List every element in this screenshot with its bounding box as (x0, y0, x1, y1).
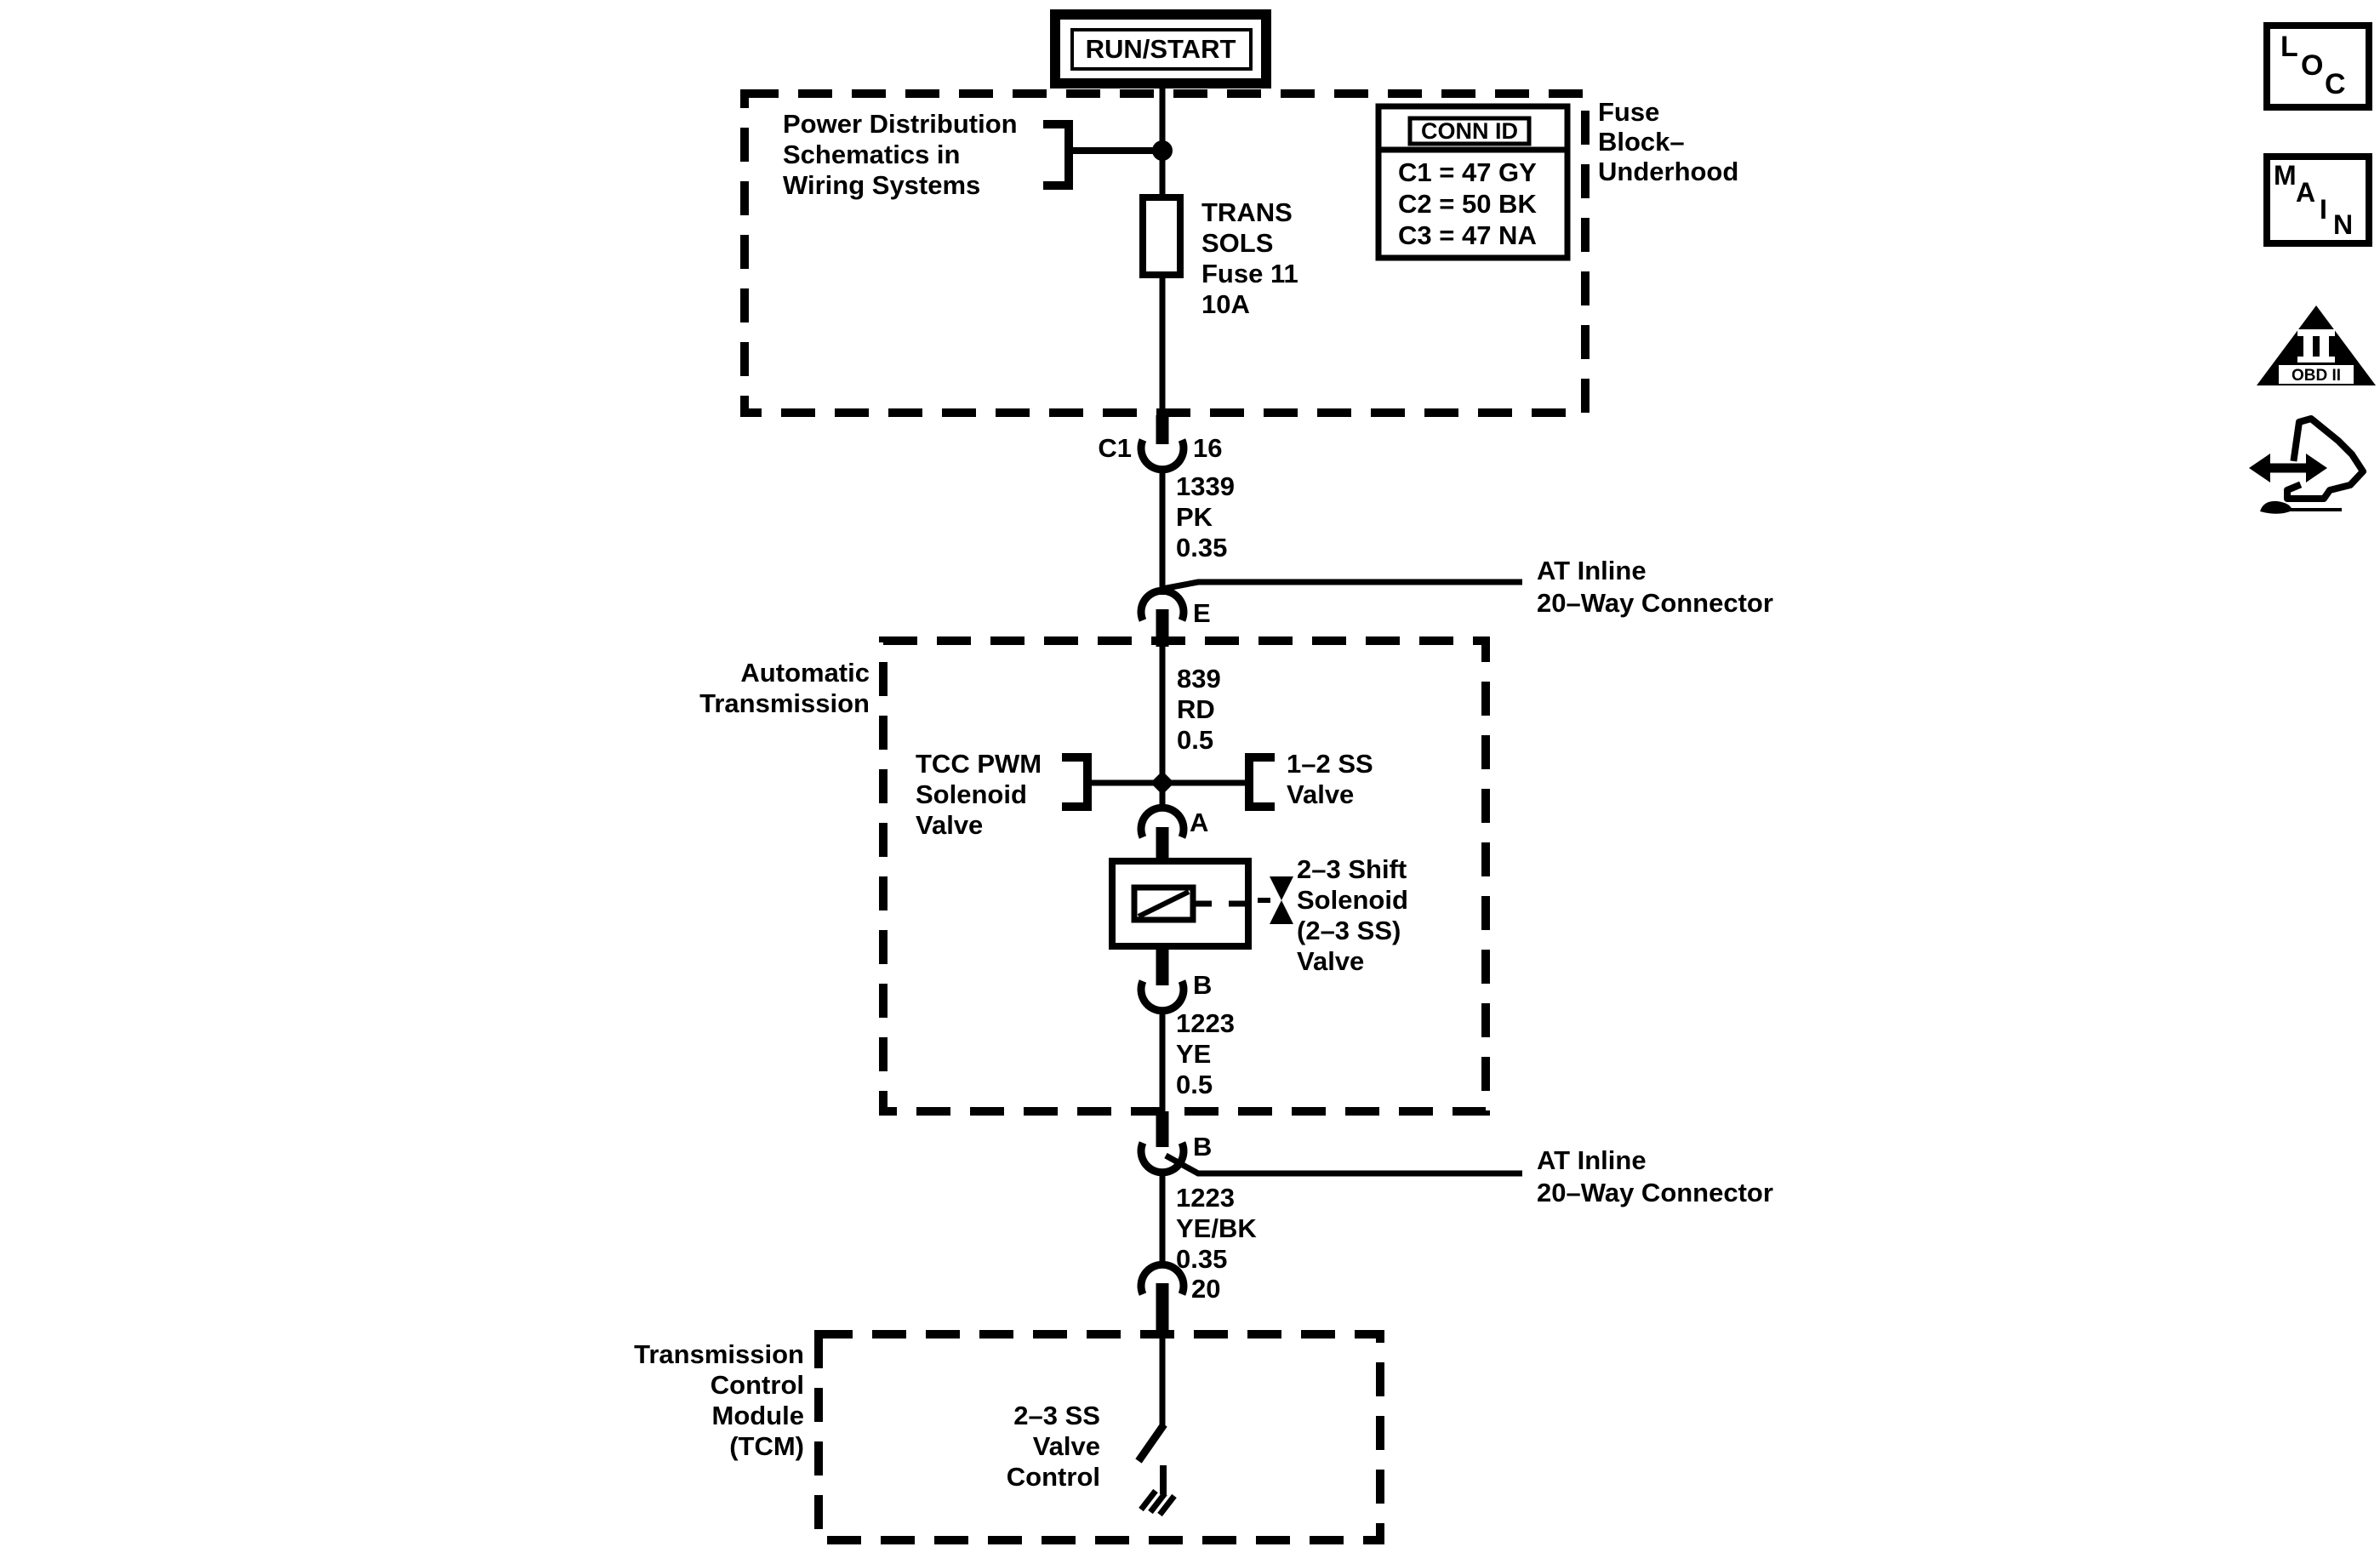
obd2-pillar-top (2297, 329, 2335, 336)
power-ref-note (783, 109, 1018, 201)
wire-color: RD (1177, 694, 1215, 724)
wrench-head (2260, 501, 2292, 514)
conn-id-row: C1 = 47 GY (1398, 157, 1537, 187)
wire-label-1339 (1176, 471, 1235, 563)
tcm-name-line: Control (710, 1370, 804, 1400)
wire-label-1223-ye (1176, 1008, 1235, 1100)
main-letter: A (2296, 177, 2316, 208)
double-arrow-left-head (2249, 454, 2270, 482)
main-letter: I (2320, 194, 2327, 225)
inline-b-name (1537, 1144, 1773, 1209)
fuse-label-line: TRANS (1201, 197, 1293, 227)
inline-b-name-line: 20–Way Connector (1537, 1178, 1773, 1207)
shift-solenoid-line: (2–3 SS) (1297, 916, 1401, 945)
main-letter: M (2274, 160, 2297, 191)
tcm-control-line: Control (1006, 1462, 1100, 1492)
loc-letter: L (2280, 31, 2298, 63)
hand-outline (2287, 419, 2363, 499)
inline-b-leader-line (1166, 1156, 1522, 1173)
wire-gauge: 0.5 (1177, 725, 1214, 755)
at-box-name-line: Transmission (699, 688, 870, 718)
conn-id-row: C2 = 50 BK (1398, 189, 1537, 219)
at-box-name-line: Automatic (740, 658, 870, 688)
fuse-symbol (1143, 197, 1180, 275)
ss12-valve-label (1287, 749, 1373, 810)
inline-b-name-line: AT Inline (1537, 1145, 1647, 1175)
ss12-valve-line: 1–2 SS (1287, 749, 1373, 779)
wire-circuit: 1223 (1176, 1008, 1235, 1038)
ss12-bracket (1249, 757, 1275, 807)
power-ref-note-line: Schematics in (783, 140, 961, 169)
obd2-label: OBD II (2291, 367, 2342, 385)
conn-id-rows (1398, 157, 1537, 251)
double-arrow-right-head (2306, 454, 2327, 482)
wire-color: PK (1176, 502, 1213, 532)
tcm-name-line: Module (711, 1401, 804, 1430)
junction-dot (1152, 140, 1173, 161)
wire-circuit: 839 (1177, 664, 1221, 694)
wire-gauge: 0.5 (1176, 1070, 1213, 1099)
power-ref-note-line: Power Distribution (783, 109, 1018, 139)
fuse-block-name-line: Underhood (1598, 157, 1739, 186)
connector-20-pin: 20 (1191, 1274, 1221, 1304)
inline-e-name (1537, 555, 1773, 619)
loc-letter: O (2301, 49, 2324, 82)
connector-b2-pin: B (1193, 1132, 1213, 1162)
obd2-pillar-col (2303, 336, 2313, 357)
loc-icon (2263, 22, 2372, 111)
power-ref-note-line: Wiring Systems (783, 170, 981, 200)
connector-c1-symbol (1141, 440, 1184, 470)
shift-solenoid-line: 2–3 Shift (1297, 854, 1407, 884)
tcm-name-line: (TCM) (729, 1431, 804, 1461)
fuse-block-name (1598, 97, 1738, 186)
fuse-label-line: 10A (1201, 289, 1250, 319)
connector-a-pin: A (1190, 808, 1209, 837)
main-letter: N (2333, 209, 2354, 240)
obd2-pillar-col (2320, 336, 2329, 357)
obd2-pillar-base (2297, 357, 2335, 362)
shift-solenoid-line: Valve (1297, 946, 1365, 976)
inline-e-name-line: 20–Way Connector (1537, 588, 1773, 618)
wire-circuit: 1339 (1176, 471, 1235, 501)
fuse-block-name-line: Block– (1598, 127, 1685, 157)
ground-symbol (1141, 1491, 1174, 1515)
tcc-valve-line: TCC PWM (916, 749, 1042, 779)
power-source-label: RUN/START (1085, 33, 1236, 64)
connector-b1-pin: B (1193, 970, 1213, 1000)
connector-c1-pin: 16 (1193, 433, 1223, 463)
fuse-block-name-line: Fuse (1598, 97, 1660, 127)
connector-e-pin: E (1193, 598, 1211, 628)
wire-label-1223-yebk (1176, 1183, 1257, 1275)
wire-circuit: 1223 (1176, 1183, 1235, 1213)
wire-color: YE/BK (1176, 1213, 1257, 1243)
fuse-label-line: SOLS (1201, 228, 1274, 258)
fuse-label (1201, 197, 1298, 320)
ss12-valve-line: Valve (1287, 779, 1355, 809)
tcm-control-label (915, 1401, 1100, 1493)
power-ref-bracket (1043, 124, 1069, 186)
tcc-valve-line: Solenoid (916, 779, 1027, 809)
fuse-label-line: Fuse 11 (1201, 259, 1298, 288)
service-hand-wrench-icon (2246, 400, 2378, 519)
tcm-name (596, 1339, 804, 1462)
conn-id-row: C3 = 47 NA (1398, 220, 1537, 250)
valve-symbol-bottom (1270, 900, 1293, 924)
obd2-icon (2255, 304, 2377, 389)
loc-letter: C (2325, 68, 2346, 100)
wire-gauge: 0.35 (1176, 1244, 1228, 1274)
inline-e-name-line: AT Inline (1537, 556, 1647, 585)
wire-label-839 (1177, 664, 1221, 756)
connector-b2-symbol (1141, 1143, 1184, 1173)
wire-color: YE (1176, 1039, 1212, 1069)
shift-solenoid-line: Solenoid (1297, 885, 1408, 915)
connector-b1-symbol (1141, 981, 1184, 1011)
tcm-name-line: Transmission (634, 1339, 804, 1369)
tcm-control-line: Valve (1032, 1431, 1100, 1461)
connector-c1-label: C1 (1098, 433, 1132, 463)
tcc-valve-label (916, 749, 1042, 841)
at-box-name (681, 658, 870, 719)
shift-solenoid-label (1297, 854, 1408, 977)
tcc-bracket (1062, 757, 1087, 807)
conn-id-header: CONN ID (1421, 118, 1518, 144)
tcm-control-line: 2–3 SS (1013, 1401, 1100, 1430)
main-icon (2263, 153, 2372, 247)
inline-e-leader-line (1162, 582, 1522, 589)
tcc-valve-line: Valve (916, 810, 984, 840)
junction-diamond (1150, 771, 1174, 795)
switch-blade (1139, 1424, 1164, 1461)
wire-gauge: 0.35 (1176, 533, 1228, 562)
valve-symbol-top (1270, 876, 1293, 900)
